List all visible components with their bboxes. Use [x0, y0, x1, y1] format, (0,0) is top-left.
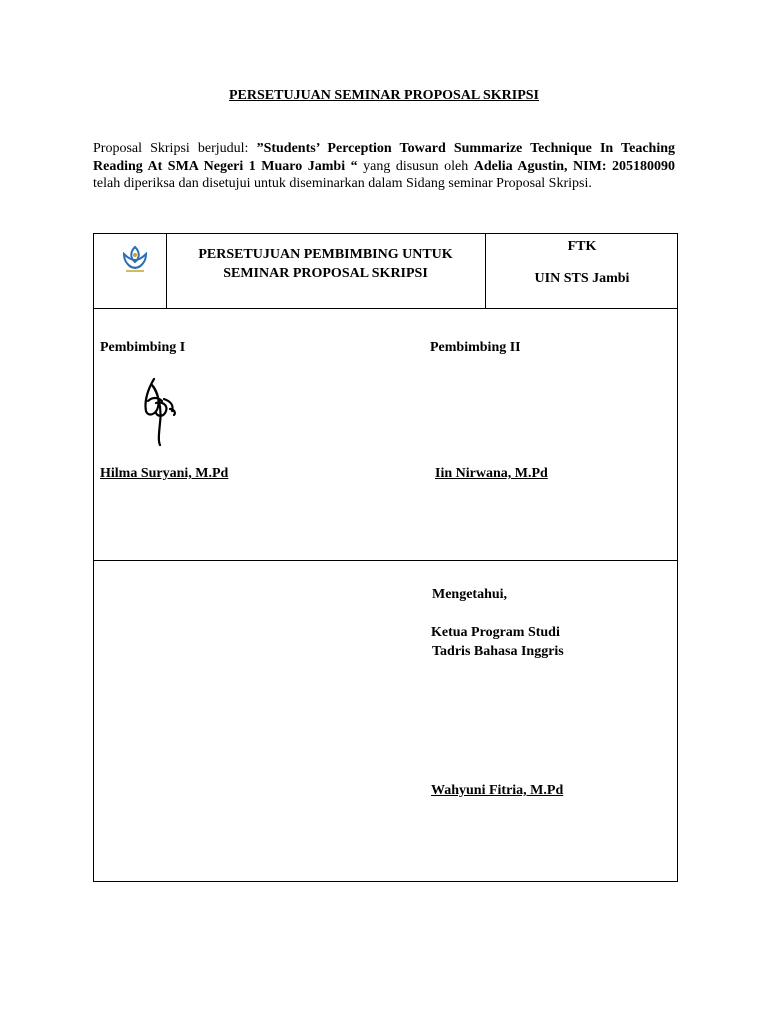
form-title-line2: SEMINAR PROPOSAL SKRIPSI — [223, 266, 428, 281]
institution-cell — [486, 234, 678, 309]
faculty-name: FTK — [567, 239, 597, 254]
university-name: UIN STS Jambi — [534, 271, 630, 286]
program-head-section — [93, 560, 678, 882]
advisors-section — [93, 308, 678, 561]
intro-text-2: yang disusun oleh — [357, 158, 474, 174]
student-identity: Adelia Agustin, NIM: 205180090 — [473, 158, 676, 174]
form-title-line1: PERSETUJUAN PEMBIMBING UNTUK — [198, 247, 453, 262]
advisor1-label: Pembimbing I — [100, 340, 186, 355]
intro-text-3: telah diperiksa dan disetujui untuk diseminarkan dalam Sidang seminar Proposal Skripsi. — [93, 176, 592, 191]
logo-cell — [94, 234, 167, 309]
document-title: PERSETUJUAN SEMINAR PROPOSAL SKRIPSI — [229, 88, 539, 103]
role-line2: Tadris Bahasa Inggris — [432, 644, 564, 659]
program-head-name: Wahyuni Fitria, M.Pd — [431, 783, 564, 798]
approval-form-title — [166, 234, 486, 309]
signature-icon — [134, 371, 184, 451]
intro-paragraph — [93, 140, 675, 193]
approval-header — [93, 233, 678, 309]
role-line1: Ketua Program Studi — [431, 625, 560, 640]
intro-text-1: Proposal Skripsi berjudul: — [93, 141, 257, 156]
acknowledged-label: Mengetahui, — [432, 587, 508, 602]
advisor2-label: Pembimbing II — [430, 340, 521, 355]
university-emblem-icon — [120, 244, 150, 274]
advisor2-name: Iin Nirwana, M.Pd — [435, 466, 548, 481]
thesis-title: ”Students’ Perception Toward Summarize Technique In Teaching Reading At SMA Negeri 1 Muaro Jambi “ — [93, 141, 675, 174]
advisor1-name: Hilma Suryani, M.Pd — [100, 466, 229, 481]
